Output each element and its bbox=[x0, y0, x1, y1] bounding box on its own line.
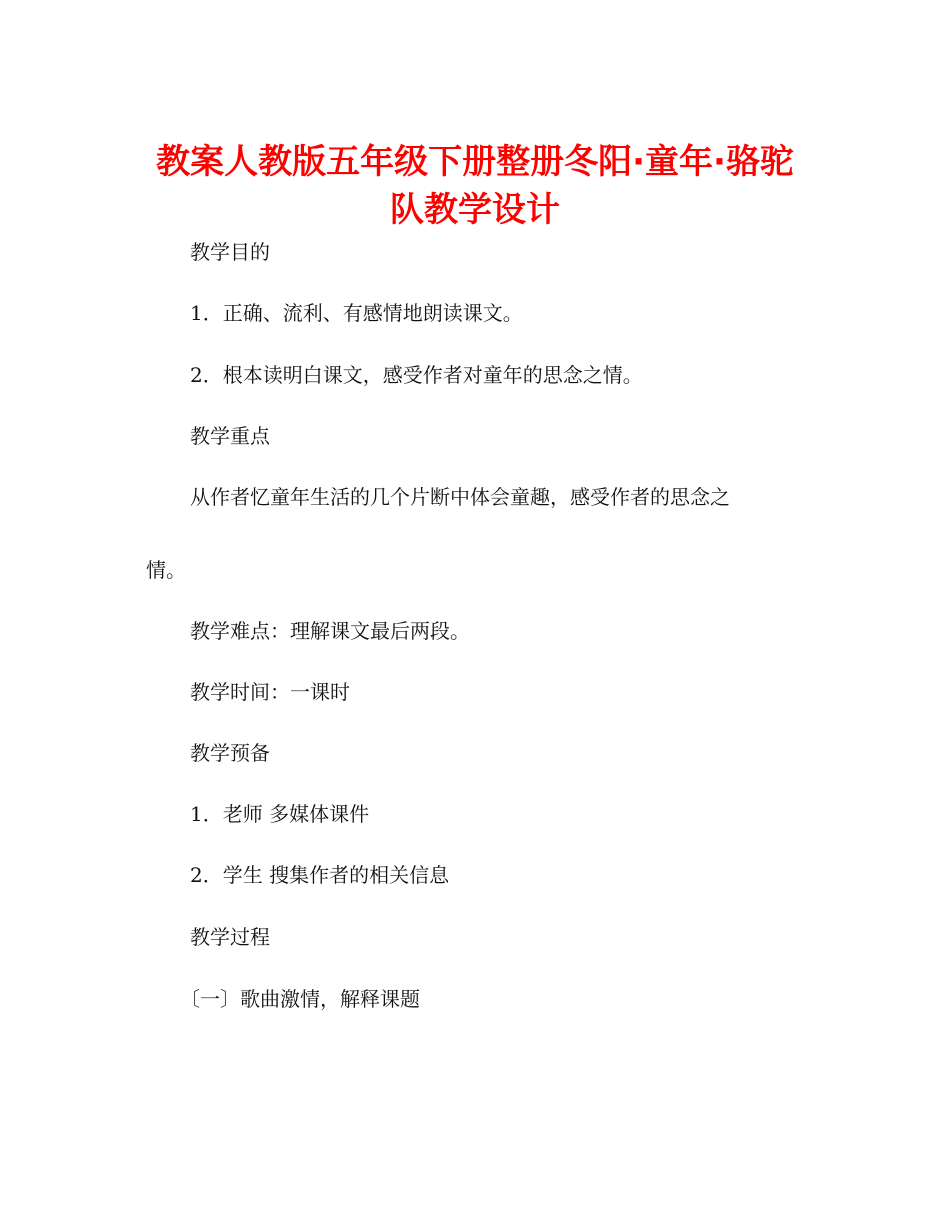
preparation-item-1: 1．老师 多媒体课件 bbox=[190, 802, 370, 826]
teaching-time: 教学时间：一课时 bbox=[190, 680, 350, 704]
document-title-line-2: 队教学设计 bbox=[390, 190, 560, 230]
heading-teaching-preparation: 教学预备 bbox=[190, 741, 270, 765]
heading-teaching-process: 教学过程 bbox=[190, 925, 270, 949]
objective-item-1: 1．正确、流利、有感情地朗读课文。 bbox=[190, 301, 523, 325]
focus-text-line-1: 从作者忆童年生活的几个片断中体会童趣，感受作者的思念之 bbox=[190, 485, 730, 509]
preparation-item-2: 2．学生 搜集作者的相关信息 bbox=[190, 863, 450, 887]
teaching-difficulty: 教学难点：理解课文最后两段。 bbox=[190, 619, 470, 643]
document-title-line-1: 教案人教版五年级下册整册冬阳·童年·骆驼 bbox=[156, 142, 794, 182]
focus-text-line-2: 情。 bbox=[146, 558, 186, 582]
heading-teaching-objectives: 教学目的 bbox=[190, 240, 270, 264]
process-step-1: 〔一〕歌曲激情，解释课题 bbox=[180, 987, 420, 1011]
objective-item-2: 2．根本读明白课文，感受作者对童年的思念之情。 bbox=[190, 363, 643, 387]
heading-teaching-focus: 教学重点 bbox=[190, 424, 270, 448]
